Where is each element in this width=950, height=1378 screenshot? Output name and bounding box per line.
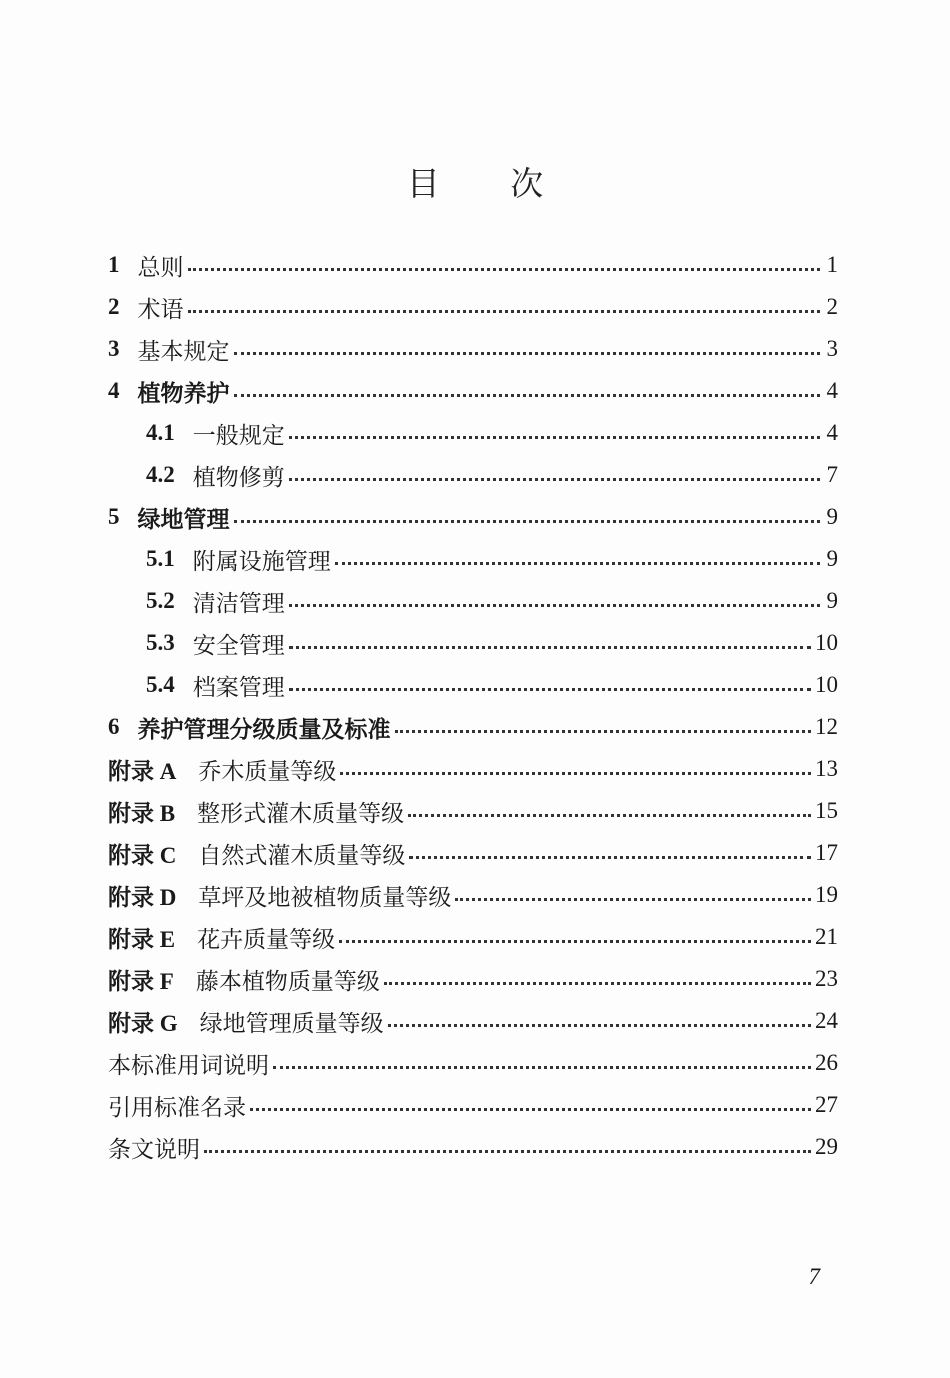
toc-entry-label: 草坪及地被植物质量等级 <box>198 884 452 911</box>
toc-entry[interactable] <box>108 286 838 328</box>
toc-entry-page: 19 <box>815 882 838 907</box>
toc-entry[interactable] <box>108 1084 838 1126</box>
toc-entry-page: 21 <box>815 924 838 949</box>
toc-entry-page: 9 <box>826 504 838 529</box>
toc-entry-label: 绿地管理 <box>137 505 230 533</box>
toc-entry-number: 3 <box>108 336 120 361</box>
dot-leader <box>273 1066 811 1069</box>
toc-entry-number: 附录 C <box>108 842 177 868</box>
toc-entry[interactable] <box>108 622 838 664</box>
toc-entry-page: 4 <box>826 420 838 445</box>
toc-entry-label: 花卉质量等级 <box>197 926 336 953</box>
toc-entry-label: 清洁管理 <box>192 590 285 617</box>
dot-leader <box>395 730 812 733</box>
toc-entry-label: 附属设施管理 <box>192 548 331 575</box>
toc-entry-number: 5.3 <box>146 630 175 655</box>
toc-entry-number: 5.1 <box>146 546 175 571</box>
dot-leader <box>335 562 820 565</box>
toc-entry[interactable] <box>108 832 838 874</box>
toc-entry-page: 9 <box>826 546 838 571</box>
toc-entry[interactable] <box>108 328 838 370</box>
toc-entry-label: 植物修剪 <box>192 464 285 491</box>
toc-entry[interactable] <box>108 454 838 496</box>
toc-entry[interactable] <box>108 496 838 538</box>
toc-entry-number: 4.1 <box>146 420 175 445</box>
dot-leader <box>289 436 820 439</box>
toc-entry-number: 附录 F <box>108 968 174 994</box>
toc-entry-page: 26 <box>815 1050 838 1075</box>
toc-entry-label: 自然式灌木质量等级 <box>198 842 406 869</box>
dot-leader <box>234 394 821 397</box>
toc-entry-page: 1 <box>826 252 838 277</box>
toc-entry-page: 4 <box>826 378 838 403</box>
toc-entry-label: 乔木质量等级 <box>198 758 337 785</box>
toc-entry-page: 13 <box>815 756 838 781</box>
dot-leader <box>388 1024 811 1027</box>
toc-entry[interactable] <box>108 664 838 706</box>
toc-entry[interactable] <box>108 1126 838 1168</box>
dot-leader <box>455 898 811 901</box>
toc-entry-page: 9 <box>826 588 838 613</box>
toc-entry-number: 附录 E <box>108 926 176 952</box>
toc-entry-label: 总则 <box>137 254 184 281</box>
toc-entry-page: 23 <box>815 966 838 991</box>
toc-entry[interactable] <box>108 874 838 916</box>
dot-leader <box>409 856 811 859</box>
dot-leader <box>204 1150 811 1153</box>
page-number: 7 <box>808 1264 820 1289</box>
toc-entry-number: 附录 G <box>108 1010 178 1036</box>
toc-entry-label: 术语 <box>137 296 184 323</box>
toc-entry-label: 安全管理 <box>192 632 285 659</box>
toc-entry-number: 2 <box>108 294 120 319</box>
toc-entry-number: 4.2 <box>146 462 175 487</box>
toc-entry-page: 17 <box>815 840 838 865</box>
toc-entry-number: 6 <box>108 714 120 739</box>
dot-leader <box>289 478 820 481</box>
toc-entry-page: 27 <box>815 1092 838 1117</box>
toc-entry-label: 基本规定 <box>137 338 230 365</box>
toc-entry[interactable] <box>108 1042 838 1084</box>
toc-entry[interactable] <box>108 790 838 832</box>
toc-entry-page: 15 <box>815 798 838 823</box>
toc-entry[interactable] <box>108 1000 838 1042</box>
toc-entry[interactable] <box>108 916 838 958</box>
dot-leader <box>289 604 820 607</box>
table-of-contents <box>108 244 838 1168</box>
toc-entry-page: 24 <box>815 1008 838 1033</box>
toc-entry-number: 5.2 <box>146 588 175 613</box>
toc-entry-number: 5.4 <box>146 672 175 697</box>
toc-entry-label: 档案管理 <box>192 674 285 701</box>
toc-entry-page: 2 <box>826 294 838 319</box>
dot-leader <box>250 1108 811 1111</box>
toc-entry[interactable] <box>108 580 838 622</box>
dot-leader <box>408 814 811 817</box>
toc-entry[interactable] <box>108 706 838 748</box>
toc-entry-label: 本标准用词说明 <box>108 1052 269 1079</box>
dot-leader <box>188 268 821 271</box>
dot-leader <box>384 982 811 985</box>
toc-entry-label: 引用标准名录 <box>108 1094 246 1121</box>
toc-entry-label: 绿地管理质量等级 <box>199 1010 384 1037</box>
toc-entry[interactable] <box>108 244 838 286</box>
toc-entry-number: 附录 A <box>108 758 177 784</box>
toc-entry-label: 藤本植物质量等级 <box>195 968 380 995</box>
toc-entry-number: 附录 B <box>108 800 176 826</box>
toc-entry-page: 3 <box>826 336 838 361</box>
dot-leader <box>234 520 821 523</box>
toc-entry-number: 4 <box>108 378 120 403</box>
toc-entry-label: 养护管理分级质量及标准 <box>137 715 391 743</box>
toc-entry-label: 整形式灌木质量等级 <box>197 800 405 827</box>
toc-entry[interactable] <box>108 958 838 1000</box>
dot-leader <box>289 646 811 649</box>
toc-entry-page: 12 <box>815 714 838 739</box>
dot-leader <box>289 688 811 691</box>
dot-leader <box>188 310 821 313</box>
toc-title: 目 次 <box>406 164 574 203</box>
toc-entry-label: 条文说明 <box>108 1136 200 1163</box>
dot-leader <box>340 772 811 775</box>
toc-entry-label: 植物养护 <box>137 379 230 407</box>
toc-entry-page: 29 <box>815 1134 838 1159</box>
toc-entry-number: 1 <box>108 252 120 277</box>
toc-entry-number: 5 <box>108 504 120 529</box>
toc-entry-number: 附录 D <box>108 884 177 910</box>
dot-leader <box>234 352 821 355</box>
toc-entry[interactable] <box>108 538 838 580</box>
toc-entry-page: 10 <box>815 672 838 697</box>
toc-entry[interactable] <box>108 748 838 790</box>
toc-entry-page: 7 <box>826 462 838 487</box>
toc-entry[interactable] <box>108 412 838 454</box>
toc-entry-page: 10 <box>815 630 838 655</box>
dot-leader <box>339 940 811 943</box>
toc-entry[interactable] <box>108 370 838 412</box>
toc-entry-label: 一般规定 <box>192 422 285 449</box>
